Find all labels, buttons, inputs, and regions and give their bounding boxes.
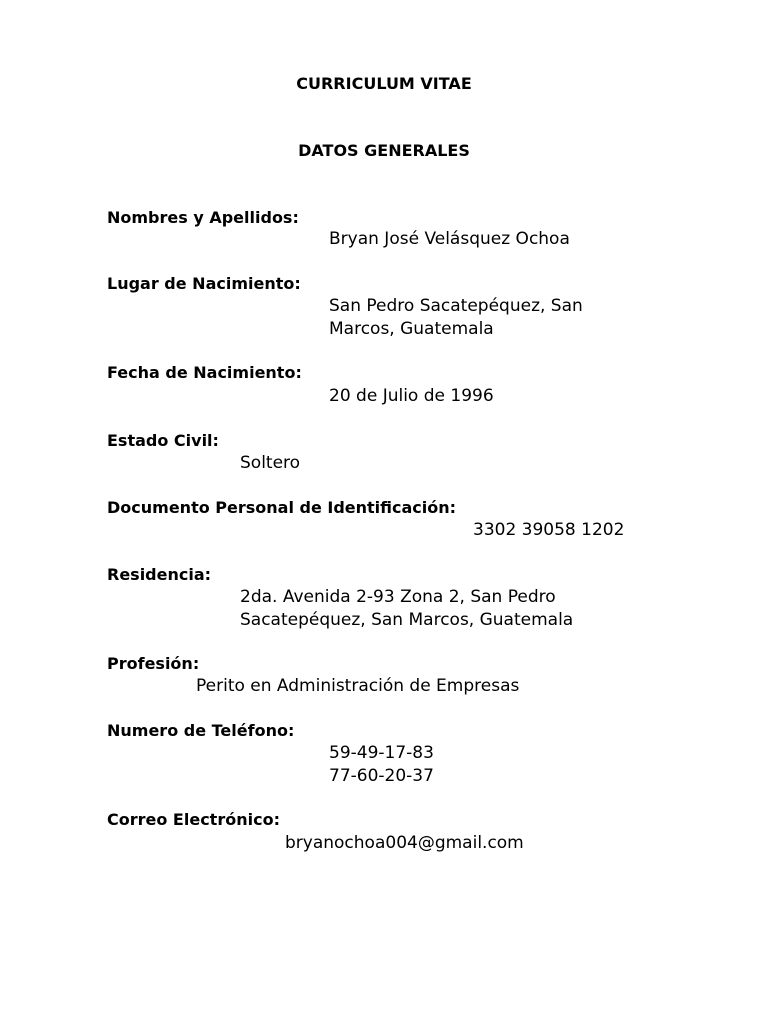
dpi-label: Documento Personal de Identificación: xyxy=(107,498,457,517)
dpi-value: 3302 39058 1202 xyxy=(473,520,625,540)
correo-label: Correo Electrónico: xyxy=(107,810,280,829)
residencia-value-line2: Sacatepéquez, San Marcos, Guatemala xyxy=(240,610,574,630)
residencia-label: Residencia: xyxy=(107,565,212,584)
estado-value: Soltero xyxy=(240,453,301,473)
telefono-label: Numero de Teléfono: xyxy=(107,721,295,740)
estado-label: Estado Civil: xyxy=(107,431,219,450)
lugar-value-line1: San Pedro Sacatepéquez, San xyxy=(329,296,583,316)
residencia-value-line1: 2da. Avenida 2-93 Zona 2, San Pedro xyxy=(240,587,556,607)
section-title: DATOS GENERALES xyxy=(298,141,470,160)
nombres-value: Bryan José Velásquez Ochoa xyxy=(329,229,570,249)
nombres-label: Nombres y Apellidos: xyxy=(107,208,299,227)
document-title: CURRICULUM VITAE xyxy=(296,74,472,93)
telefono-value-line1: 59-49-17-83 xyxy=(329,743,434,763)
fecha-label: Fecha de Nacimiento: xyxy=(107,363,302,382)
lugar-label: Lugar de Nacimiento: xyxy=(107,274,301,293)
lugar-value-line2: Marcos, Guatemala xyxy=(329,319,494,339)
fecha-value: 20 de Julio de 1996 xyxy=(329,386,494,406)
telefono-value-line2: 77-60-20-37 xyxy=(329,766,434,786)
profesion-value: Perito en Administración de Empresas xyxy=(196,676,520,696)
correo-value: bryanochoa004@gmail.com xyxy=(285,833,524,853)
profesion-label: Profesión: xyxy=(107,654,200,673)
